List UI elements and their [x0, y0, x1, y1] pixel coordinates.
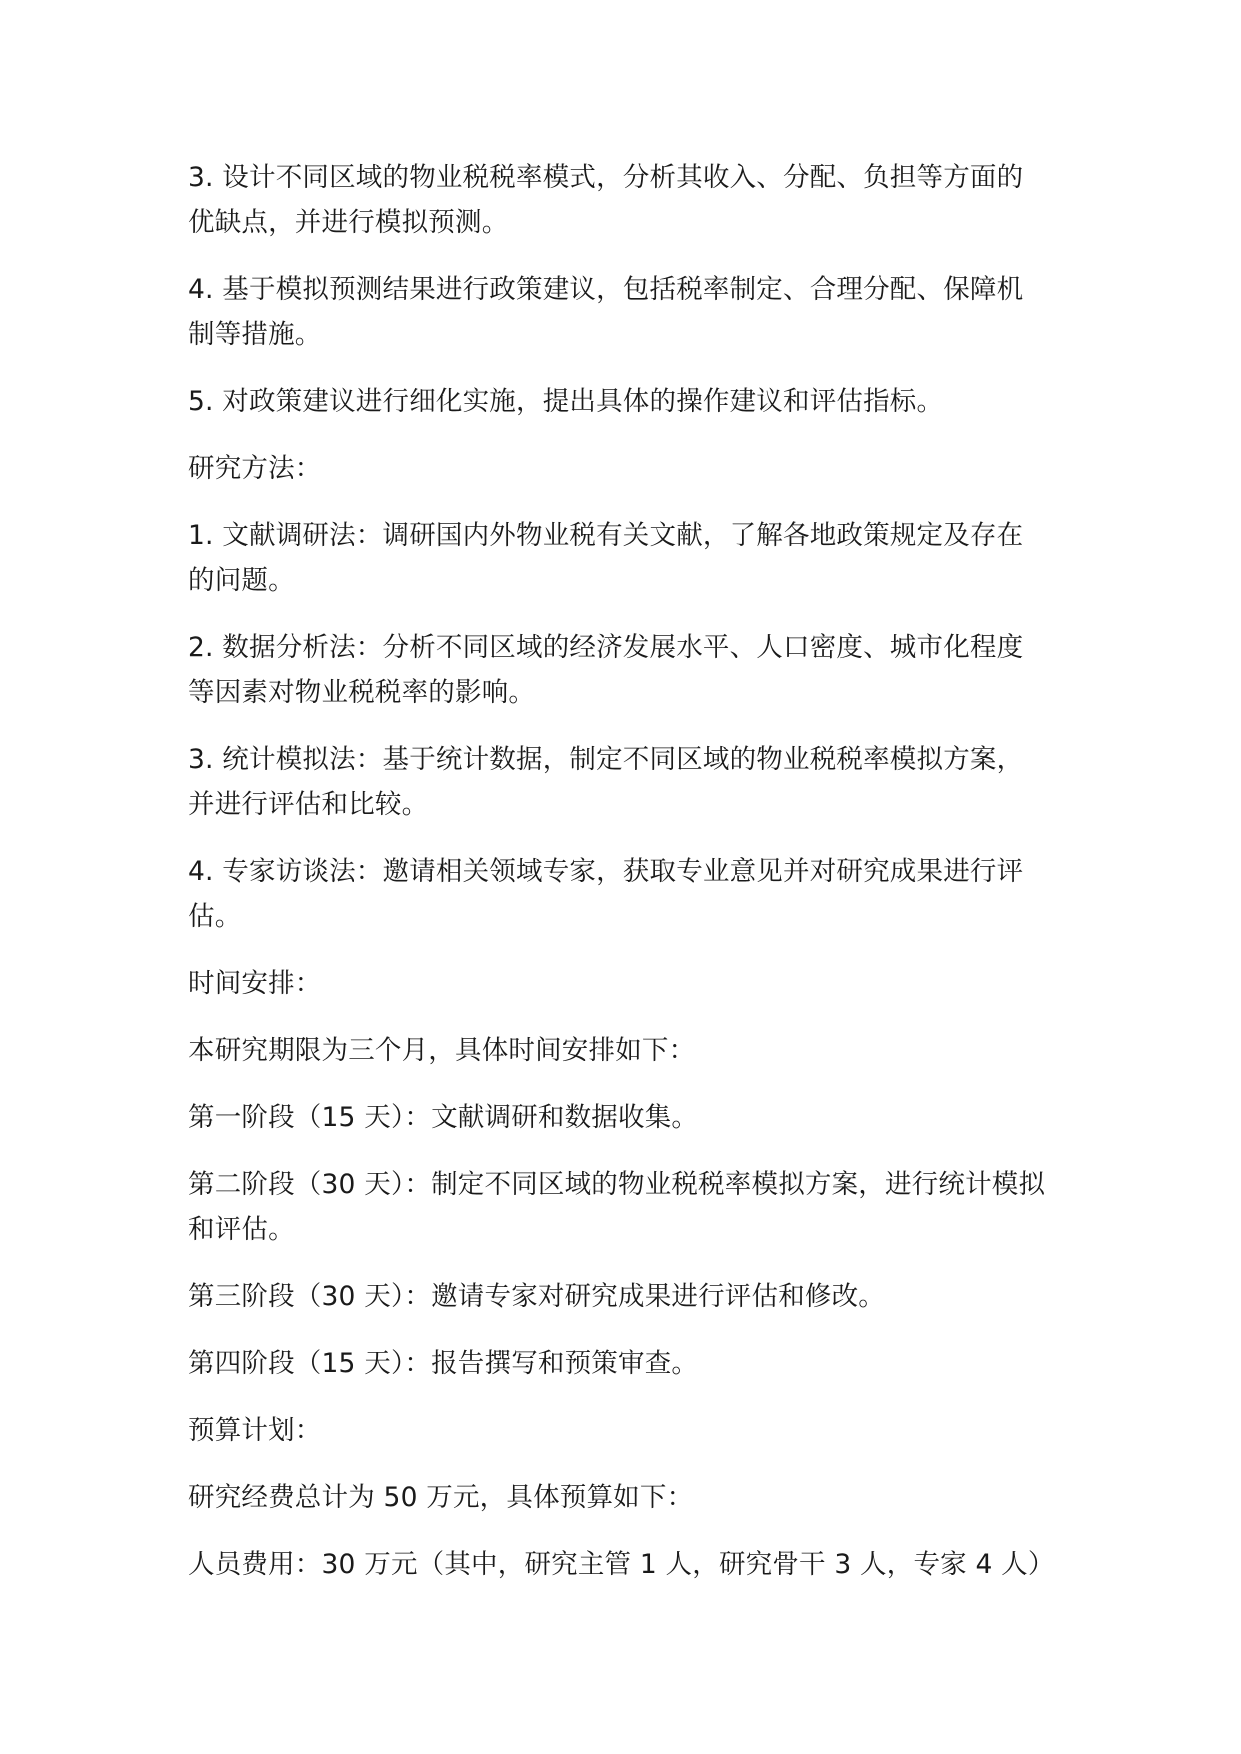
paragraph-phase-3: 第三阶段（30 天）：邀请专家对研究成果进行评估和修改。 — [188, 1281, 885, 1312]
paragraph-schedule-intro: 本研究期限为三个月，具体时间安排如下： — [188, 1035, 696, 1066]
paragraph-objective-5: 5. 对政策建议进行细化实施，提出具体的操作建议和评估指标。 — [188, 386, 944, 417]
paragraph-objective-3: 3. 设计不同区域的物业税税率模式，分析其收入、分配、负担等方面的优缺点，并进行模拟预测。 — [188, 162, 1024, 238]
paragraph-objective-4: 4. 基于模拟预测结果进行政策建议，包括税率制定、合理分配、保障机制等措施。 — [188, 274, 1024, 350]
paragraph-phase-1: 第一阶段（15 天）：文献调研和数据收集。 — [188, 1102, 699, 1133]
paragraph-method-2: 2. 数据分析法：分析不同区域的经济发展水平、人口密度、城市化程度等因素对物业税税率的影响。 — [188, 632, 1024, 708]
paragraph-budget-personnel: 人员费用：30 万元（其中，研究主管 1 人，研究骨干 3 人，专家 4 人） — [188, 1549, 1055, 1580]
paragraph-phase-2: 第二阶段（30 天）：制定不同区域的物业税税率模拟方案，进行统计模拟和评估。 — [188, 1169, 1046, 1245]
paragraph-method-4: 4. 专家访谈法：邀请相关领域专家，获取专业意见并对研究成果进行评估。 — [188, 856, 1024, 932]
paragraph-method-3: 3. 统计模拟法：基于统计数据，制定不同区域的物业税税率模拟方案，并进行评估和比较。 — [188, 744, 1024, 820]
heading-budget: 预算计划： — [188, 1415, 322, 1446]
document-body — [188, 155, 1055, 1609]
paragraph-phase-4: 第四阶段（15 天）：报告撰写和预策审查。 — [188, 1348, 699, 1379]
heading-research-methods: 研究方法： — [188, 453, 322, 484]
paragraph-method-1: 1. 文献调研法：调研国内外物业税有关文献，了解各地政策规定及存在的问题。 — [188, 520, 1024, 596]
paragraph-budget-total: 研究经费总计为 50 万元，具体预算如下： — [188, 1482, 694, 1513]
heading-schedule: 时间安排： — [188, 968, 322, 999]
